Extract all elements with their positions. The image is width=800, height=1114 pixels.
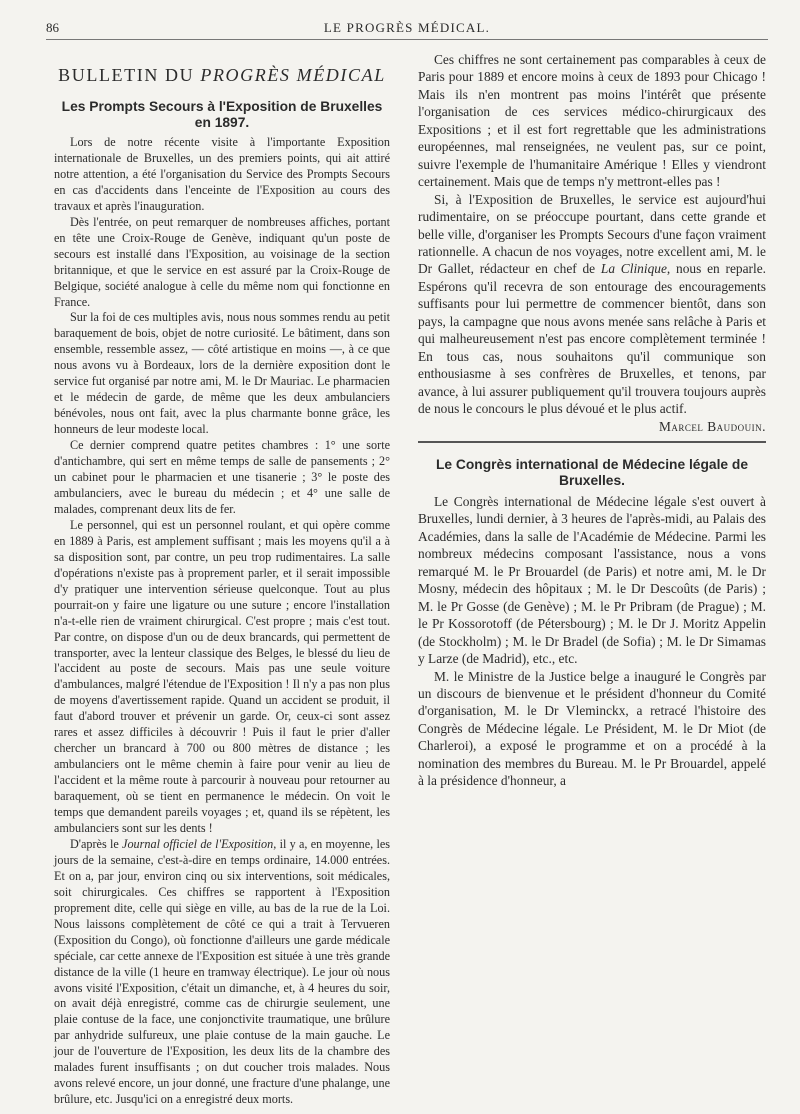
right-column xyxy=(418,51,766,790)
text-run: , il y a, en moyenne, les jours de la semaine, c'est-à-dire en temps ordinaire, 14.000 entrées. Et on a, par jour, environ cinq ou six interventions, soit médicales, soit chirurgicales. Ces chiffres se rapportent à l'Exposition proprement dite, celle qui siège en ville, au bas de la rue de la Loi. Nous laissons complètement de côté ce qui a trait à Tervueren (Exposition du Congo), où fonctionne d'ailleurs une garde médicale spéciale, car cette annexe de l'Exposition est située à une très grande distance de la ville (1 heure en tramway électrique). Le jour où nous avons visité l'Exposition, c'était un dimanche, et, à 4 heures du soir, on avait déjà enregistré, comme cas de chirurgie seulement, une plaie contuse de la face, une conjonctivite traumatique, une brûlure par anhydride sulfureux, une plaie contuse de la main gauche. Le jour de l'ouverture de l'Exposition, les deux lits de la chambre des malades furent insuffisants ; on dut coucher trois malades. Nous avons relevé encore, un jour donné, une fracture d'une phalange, une brûlure, etc. Jusqu'ici on a enregistré deux morts. xyxy=(54,836,390,1107)
paragraph: Le personnel, qui est un personnel roulant, et qui opère comme en 1889 à Paris, est amplement suffisant ; mais les moyens qu'il a à sa disposition sont, par contre, un peu trop rudimentaires. La salle d'opérations n'existe pas à proprement parler, et il serait impossible d'y pratiquer une intervention sérieuse quelconque. Tout au plus pourrait-on y faire une ligature ou une suture ; encore l'installation n'a-t-elle rien de vraiment chirurgical. C'est propre ; mais c'est tout. Par contre, on dispose d'un ou de deux brancards, qui permettent de transporter, avec la lenteur classique des Belges, le blessé du lieu de l'accident au poste de secours. Mais pas une seule voiture d'ambulances, malgré l'étendue de l'Exposition ! Il n'y a pas non plus de moyens d'avertissement rapide. Quand un accident se produit, il faut d'abord trouver et prévenir un garde. Or, ceux-ci sont assez rares et assez difficiles à découvrir ! Puis il faut le prier d'aller chercher un brancard à 700 ou 800 mètres de distance ; les ambulanciers ont le même chemin à faire pour venir au lieu de l'accident et la même route à parcourir à nouveau pour retourner au baraquement, où se tient en permanence le médecin. On voit le temps que demandent pareils voyages ; et, quand ils se répètent, les ambulanciers sont sur les dents ! xyxy=(54,517,390,835)
bulletin-title xyxy=(54,65,390,85)
text-run: Si, à l'Exposition de Bruxelles, le service est aujourd'hui rudimentaire, on se préoccupe pourtant, dans cette grande et belle ville, d'organiser les Prompts Secours d'une façon vraiment rationnelle. A chacun de nos voyages, notre excellent ami, M. le Dr Gallet, rédacteur en chef de xyxy=(418,191,766,277)
paragraph xyxy=(418,191,766,418)
paragraph xyxy=(54,837,390,1108)
paragraph: M. le Ministre de la Justice belge a inauguré le Congrès par un discours de bienvenue et le président d'honneur du Comité d'organisation, M. le Dr Vleminckx, a retracé l'histoire des Congrès de Médecine légale. Le Président, M. le Dr Miot (de Charleroi), a exposé le programme et on a procédé à la nomination des membres du Bureau. M. le Pr Brouardel, appelé à la présidence d'honneur, a xyxy=(418,668,766,789)
article-title-prompts-secours: Les Prompts Secours à l'Exposition de Bruxelles en 1897. xyxy=(61,99,383,130)
article-title-congres-medecine-legale: Le Congrès international de Médecine légale de Bruxelles. xyxy=(418,441,766,489)
left-column xyxy=(54,55,390,1108)
bulletin-title-prefix: BULLETIN DU xyxy=(58,65,195,85)
page-header xyxy=(46,19,768,40)
journal-reference: La Clinique xyxy=(600,261,667,277)
paragraph: Ce dernier comprend quatre petites chambres : 1° une sorte d'antichambre, qui sert en même temps de salle de pansements ; 2° un cabinet pour le pharmacien et une tisanerie ; 3° le poste des ambulanciers, avec le bureau du médecin ; et 4° une salle de malades, comprenant deux lits de fer. xyxy=(54,438,390,516)
author-signature: Marcel Baudouin. xyxy=(658,418,766,434)
paragraph: Dès l'entrée, on peut remarquer de nombreuses affiches, portant en tête une Croix-Rouge de Genève, indiquant qu'un poste de secours est installé dans l'Exposition, au voisinage de la section britannique, et que le service en est assuré par la Croix-Rouge de Belgique, société analogue à celle du même nom qui fonctionne en France. xyxy=(54,214,390,309)
running-title: LE PROGRÈS MÉDICAL. xyxy=(323,20,491,35)
paragraph: Lors de notre récente visite à l'importante Exposition internationale de Bruxelles, un des premiers points, qui ait attiré notre attention, a été l'organisation du Service des Prompts Secours en cas d'accidents dans l'enceinte de l'Exposition au cours des travaux et après l'inauguration. xyxy=(54,135,390,213)
text-run: D'après le xyxy=(70,836,123,851)
bulletin-title-journal: PROGRÈS MÉDICAL xyxy=(200,65,386,85)
paragraph: Le Congrès international de Médecine légale s'est ouvert à Bruxelles, lundi dernier, à 3 heures de l'après-midi, au Palais des Académies, dans la salle de l'Académie de Médecine. Parmi les nombreux médecins composant l'assistance, nous a vons remarqué M. le Pr Brouardel (de Paris) et notre ami, M. le Dr Mosny, médecin des hôpitaux ; M. le Dr Descoûts (de Paris) ; M. le Pr Gosse (de Genève) ; M. le Pr Pribram (de Prague) ; M. le Pr Kossorotoff (de Pétersbourg) ; M. le Dr J. Moritz Appelin (de Stockholm) ; M. le Dr Bradel (de Sofia) ; M. le Dr Simamas y Larze (de Madrid), etc., etc. xyxy=(418,493,766,667)
paragraph: Sur la foi de ces multiples avis, nous nous sommes rendu au petit baraquement de bois, objet de notre curiosité. Le bâtiment, dans son ensemble, ressemble assez, — côté artistique en moins —, à ce que nous avons vu à Bordeaux, lors de la dernière exposition dont le service fut organisé par notre ami, M. le Dr Mauriac. Le pharmacien et le médecin de garde, de même que les deux ambulanciers bénévoles, nous ont fait, avec la plus charmante bonne grâce, les honneurs de leur modeste local. xyxy=(54,310,390,437)
paragraph: Ces chiffres ne sont certainement pas comparables à ceux de Paris pour 1889 et encore moins à ceux de 1893 pour Chicago ! Mais ils n'en montrent pas moins l'intérêt que présente l'organisation de ces services médico-chirurgicaux des Expositions ; et il est fort regrettable que les administrations européennes, mal renseignées, ne veulent pas, sur ce point, suivre l'exemple de l'humanitaire Amérique ! Elles y viendront certainement. Mais que de temps n'y mettront-elles pas ! xyxy=(418,52,766,190)
text-run: , nous en reparle. Espérons qu'il recevra de son entourage des encouragements suffisants pour lui permettre de commencer bientôt, dans son pays, la campagne que nous avons menée sans relâche à Paris et qui malheureusement n'est pas encore complètement terminée ! En tous cas, nous souhaitons qu'il communique son enthousiasme à ses confrères de Bruxelles, et tenons, par avance, à lui assurer publiquement qu'il trouvera toujours auprès de nous le concours le plus dévoué et le plus actif. xyxy=(418,261,766,417)
page-number: 86 xyxy=(46,20,59,35)
journal-reference: Journal officiel de l'Exposition xyxy=(122,836,274,851)
